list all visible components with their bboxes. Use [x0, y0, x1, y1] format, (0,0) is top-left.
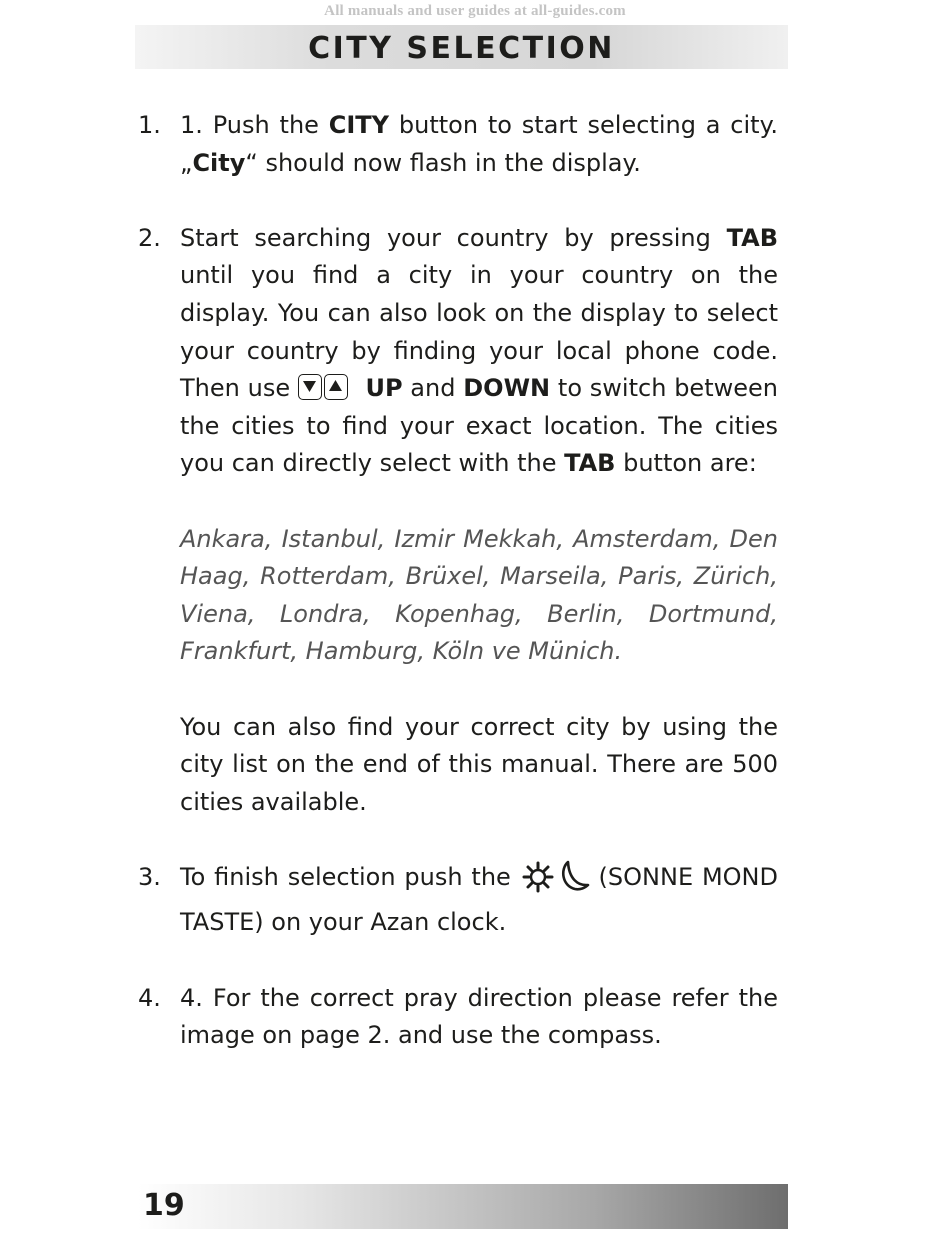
step-text-part: “ should now flash in the display.: [245, 148, 641, 177]
step-text-part: button to start selecting a city. „: [180, 111, 778, 177]
page-title: CITY SELECTION: [308, 31, 615, 66]
title-bar: [135, 25, 788, 69]
step-text-part: Start searching your country by pressing: [180, 223, 727, 252]
sun-icon: [520, 861, 556, 905]
city-list: Ankara, Istanbul, Izmir Mekkah, Amsterdam, Den Haag, Rotterdam, Brüxel, Marseila, Paris, Zürich, Viena, Londra, Kopenhag, Berlin, Dortmund, Frankfurt, Hamburg, Köln ve Münich.: [180, 524, 778, 666]
city-keyword: CITY: [328, 111, 390, 139]
step-3: [138, 859, 778, 942]
step-text: 4. For the correct pray direction please refer the image on page 2. and use the compass.: [180, 983, 778, 1050]
step-number: 2.: [138, 223, 161, 252]
page-number: 19: [143, 1188, 185, 1223]
up-arrow-key-icon: [324, 374, 348, 400]
step-text-part: To finish selection push the: [180, 862, 520, 891]
step-number: 4.: [138, 983, 161, 1012]
up-keyword: UP: [365, 374, 403, 403]
watermark-text: All manuals and user guides at all-guides.com: [324, 3, 626, 19]
step-text-part: until you find a city in your country on the display. You can also look on the display to select your country by finding your local phone code. Then use: [180, 261, 778, 403]
moon-icon: [556, 859, 590, 905]
tab-keyword: TAB: [564, 449, 616, 478]
step-number: 1.: [138, 111, 161, 139]
step-text: [180, 220, 778, 822]
step-text-part: and: [402, 374, 464, 403]
footer-bar: [138, 1184, 788, 1229]
down-keyword: DOWN: [463, 374, 551, 403]
tab-keyword: TAB: [726, 223, 778, 252]
step-paragraph: [180, 220, 778, 483]
down-arrow-key-icon: [298, 374, 322, 400]
step-paragraph: You can also find your correct city by using the city list on the end of this manual. There are 500 cities available.: [180, 712, 778, 816]
step-4: [138, 980, 778, 1055]
step-text-part: (SONNE MOND TASTE) on your Azan clock.: [180, 862, 778, 937]
step-text-part: to switch between the cities to find your exact location. The cities you can directly select with the: [180, 374, 778, 478]
city-display-keyword: City: [192, 148, 246, 177]
step-2: [138, 220, 778, 822]
instructions-list: [138, 107, 778, 1092]
step-number: 3.: [138, 862, 161, 891]
step-text-part: 1. Push the: [180, 111, 329, 139]
step-text: [180, 859, 778, 942]
step-1: [138, 107, 778, 182]
step-text: [180, 107, 778, 182]
step-text-part: button are:: [615, 449, 757, 478]
